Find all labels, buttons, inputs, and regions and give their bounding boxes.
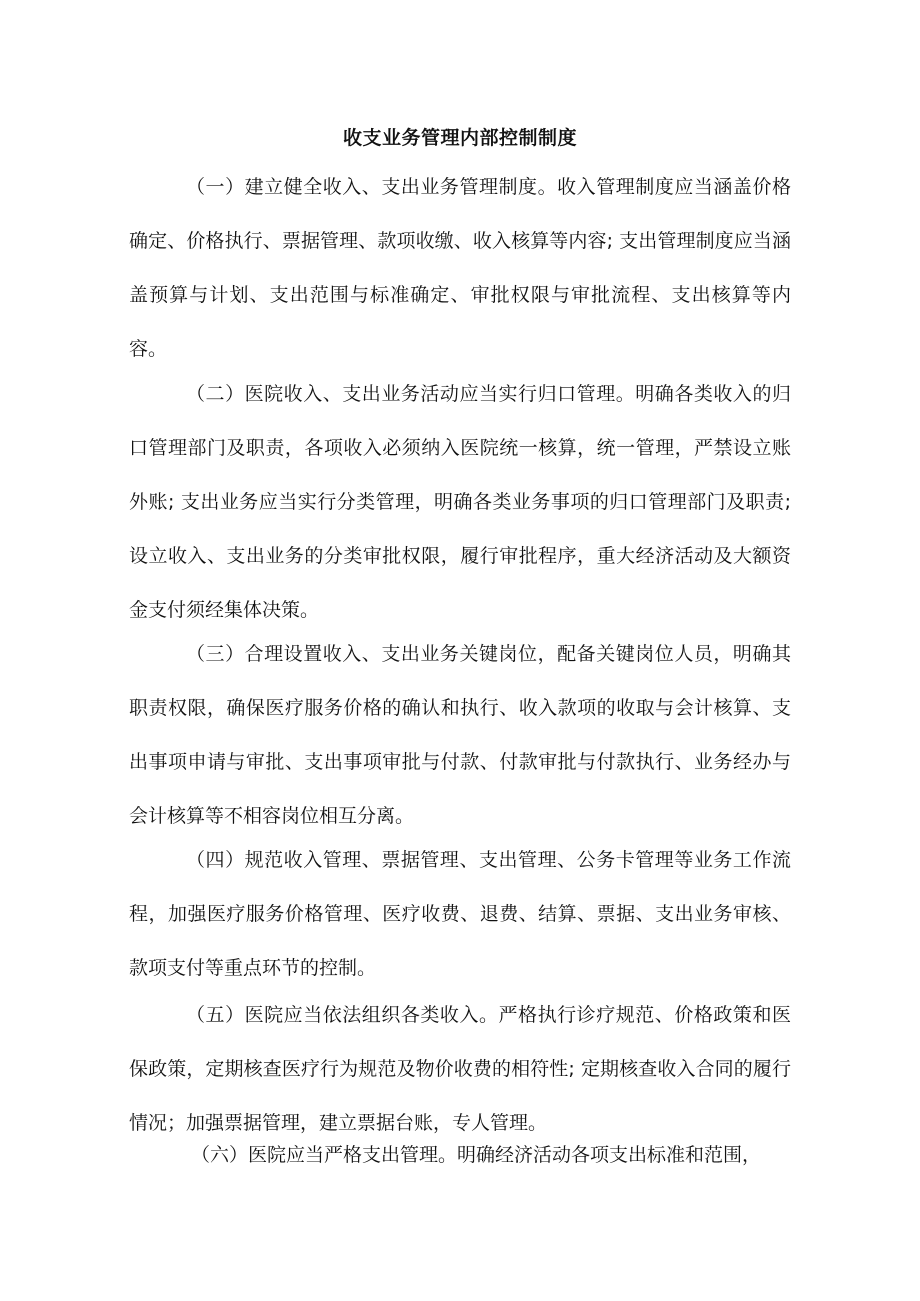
paragraph-5: （五）医院应当依法组织各类收入。严格执行诊疗规范、价格政策和医保政策，定期核查医疗行为规范及物价收费的相符性; 定期核查收入合同的履行情况；加强票据管理，建立票据台账，专人管理。 — [129, 1004, 791, 1134]
paragraph-1: （一）建立健全收入、支出业务管理制度。收入管理制度应当涵盖价格确定、价格执行、票据管理、款项收缴、收入核算等内容; 支出管理制度应当涵盖预算与计划、支出范围与标准确定、审批权限与审批流程、支出核算等内容。 — [129, 176, 791, 360]
document-title: 收支业务管理内部控制制度 — [342, 127, 577, 149]
paragraph-2: （二）医院收入、支出业务活动应当实行归口管理。明确各类收入的归口管理部门及职责，各项收入必须纳入医院统一核算，统一管理，严禁设立账外账; 支出业务应当实行分类管理，明确各类业务事项的归口管理部门及职责; 设立收入、支出业务的分类审批权限，履行审批程序，重大经济活动及大额资金支付须经集体决策。 — [129, 383, 791, 621]
paragraph-3: （三）合理设置收入、支出业务关键岗位，配备关键岗位人员，明确其职责权限，确保医疗服务价格的确认和执行、收入款项的收取与会计核算、支出事项申请与审批、支出事项审批与付款、付款审批与付款执行、业务经办与会计核算等不相容岗位相互分离。 — [129, 643, 791, 827]
paragraph-4: （四）规范收入管理、票据管理、支出管理、公务卡管理等业务工作流程，加强医疗服务价格管理、医疗收费、退费、结算、票据、支出业务审核、款项支付等重点环节的控制。 — [129, 849, 791, 979]
paragraph-6: （六）医院应当严格支出管理。明确经济活动各项支出标准和范围， — [191, 1144, 762, 1166]
